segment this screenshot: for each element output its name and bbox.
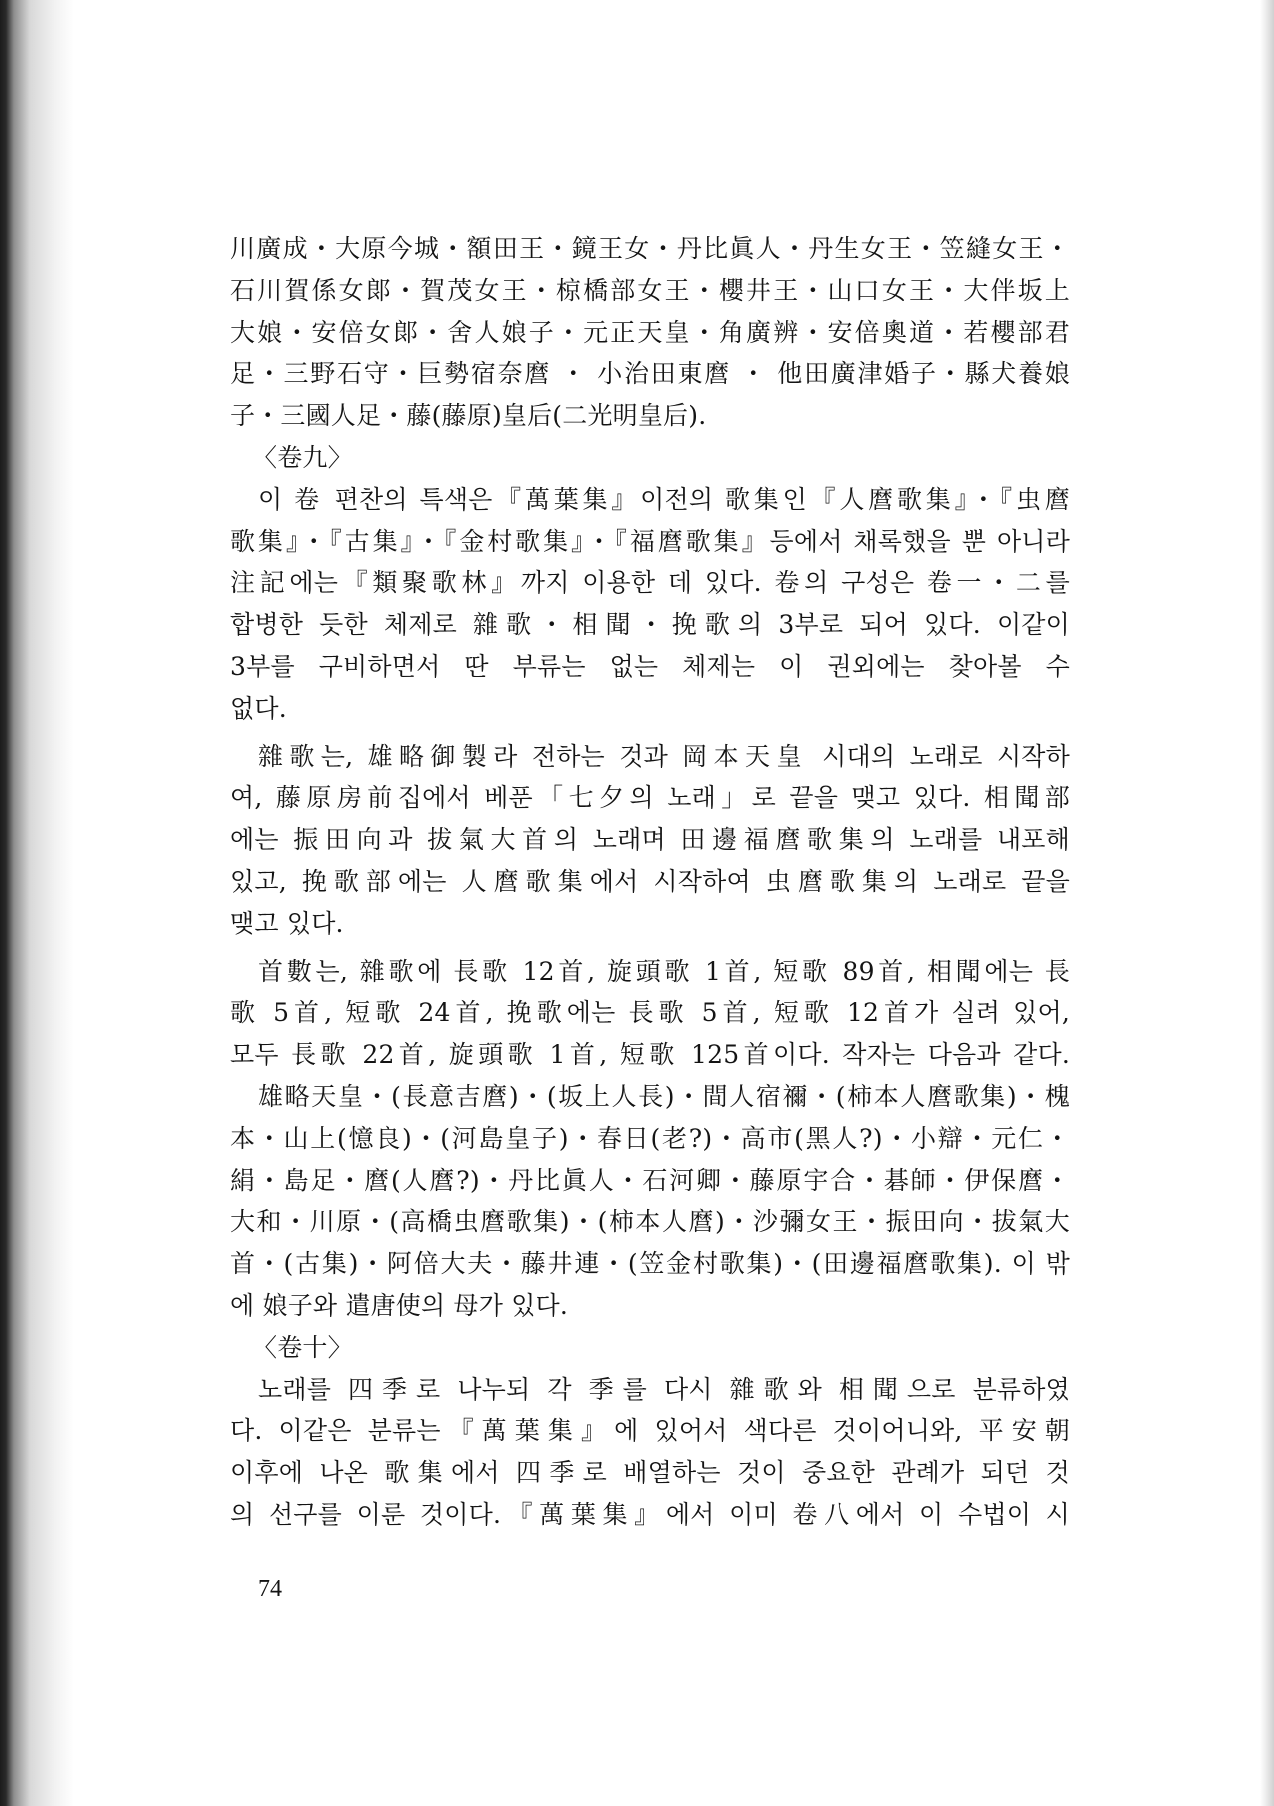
text-line: 노래를 四季로 나누되 각 季를 다시 雜歌와 相聞으로 분류하였: [258, 1374, 1070, 1404]
text-line: 에는 振田向과 拔氣大首의 노래며 田邊福麿歌集의 노래를 내포해: [230, 825, 1070, 855]
text-line: 다. 이같은 분류는『萬葉集』에 있어서 색다른 것이어니와, 平安朝: [230, 1416, 1070, 1446]
text-line: 絹・島足・麿(人麿?)・丹比眞人・石河卿・藤原宇合・碁師・伊保麿・: [230, 1165, 1070, 1195]
text-line: 이후에 나온 歌集에서 四季로 배열하는 것이 중요한 관례가 되던 것: [230, 1458, 1070, 1488]
text-line: 여, 藤原房前집에서 베푼「七夕의 노래」로 끝을 맺고 있다. 相聞部: [230, 783, 1070, 813]
section-heading-vol10: 〈卷十〉: [252, 1332, 353, 1362]
text-line: 大和・川原・(高橋虫麿歌集)・(柿本人麿)・沙彌女王・振田向・拔氣大: [230, 1207, 1070, 1237]
text-line: 맺고 있다.: [230, 908, 344, 938]
text-line: 歌 5首, 短歌 24首, 挽歌에는 長歌 5首, 短歌 12首가 실려 있어,: [230, 998, 1070, 1028]
text-line: 의 선구를 이룬 것이다.『萬葉集』에서 이미 卷八에서 이 수법이 시: [230, 1499, 1070, 1529]
text-line: 歌集』・『古集』・『金村歌集』・『福麿歌集』등에서 채록했을 뿐 아니라: [230, 526, 1070, 556]
text-line: 首數는, 雜歌에 長歌 12首, 旋頭歌 1首, 短歌 89首, 相聞에는 長: [258, 956, 1070, 986]
text-line: 足・三野石守・巨勢宿奈麿 ・ 小治田東麿 ・ 他田廣津婚子・縣犬養娘: [230, 359, 1070, 389]
text-line: 子・三國人足・藤(藤原)皇后(二光明皇后).: [230, 401, 707, 431]
text-line: 川廣成・大原今城・額田王・鏡王女・丹比眞人・丹生女王・笠縫女王・: [230, 234, 1070, 263]
text-line: 있고, 挽歌部에는 人麿歌集에서 시작하여 虫麿歌集의 노래로 끝을: [230, 866, 1070, 896]
page-spine-shadow: [0, 0, 74, 1806]
text-line: 本・山上(憶良)・(河島皇子)・春日(老?)・高市(黑人?)・小辯・元仁・: [230, 1123, 1070, 1153]
text-line: 石川賀係女郞・賀茂女王・椋橋部女王・櫻井王・山口女王・大伴坂上: [230, 275, 1070, 305]
text-line: 大娘・安倍女郞・舍人娘子・元正天皇・角廣辨・安倍奧道・若櫻部君: [230, 317, 1070, 347]
text-line: 雄略天皇・(長意吉麿)・(坂上人長)・間人宿禰・(柿本人麿歌集)・槐: [258, 1081, 1070, 1111]
page-number: 74: [258, 1576, 282, 1602]
text-line: 雜歌는, 雄略御製라 전하는 것과 岡本天皇 시대의 노래로 시작하: [258, 741, 1070, 771]
text-line: 이 卷 편찬의 특색은『萬葉集』이전의 歌集인『人麿歌集』・『虫麿: [258, 484, 1070, 514]
text-line: 注記에는『類聚歌林』까지 이용한 데 있다. 卷의 구성은 卷一・二를: [230, 568, 1070, 598]
page-body: [230, 228, 1070, 1536]
page-right-edge: [1260, 0, 1274, 1806]
text-line: 합병한 듯한 체제로 雜歌・相聞・挽歌의 3부로 되어 있다. 이같이: [230, 610, 1070, 640]
text-line: 모두 長歌 22首, 旋頭歌 1首, 短歌 125首이다. 작자는 다음과 같다.: [230, 1040, 1070, 1070]
section-heading-vol9: 〈卷九〉: [252, 442, 353, 472]
text-line: 없다.: [230, 693, 287, 723]
text-line: 首・(古集)・阿倍大夫・藤井連・(笠金村歌集)・(田邊福麿歌集). 이 밖: [230, 1249, 1070, 1279]
text-line: 에 娘子와 遣唐使의 母가 있다.: [230, 1290, 569, 1320]
text-line: 3부를 구비하면서 딴 부류는 없는 체제는 이 권외에는 찾아볼 수: [230, 651, 1070, 681]
